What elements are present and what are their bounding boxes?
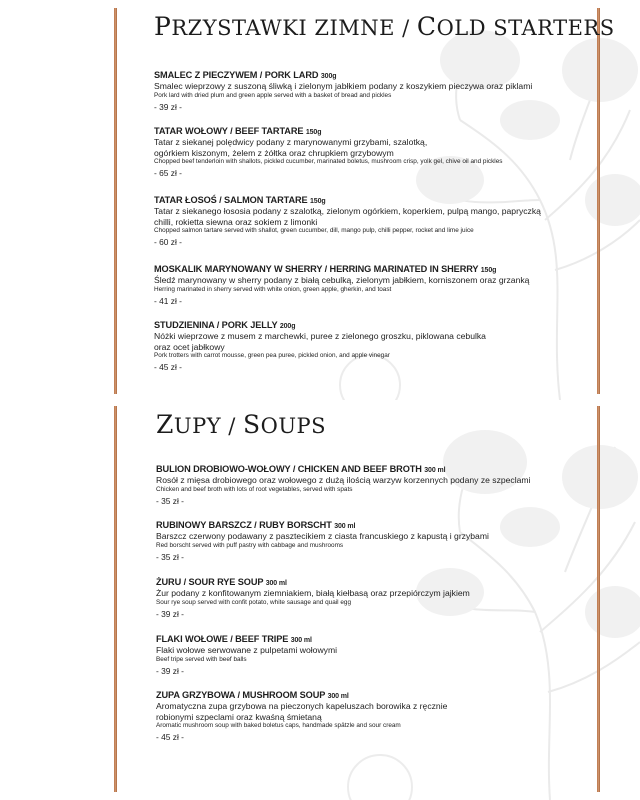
dish-description-pl: Śledź marynowany w sherry podany z białą cebulką, zielonym jabłkiem, korniszonem oraz grzanką [154, 275, 530, 285]
dish-description-en: Pork lard with dried plum and green apple served with a basket of bread and pickles [154, 91, 392, 99]
dish-item [156, 577, 596, 619]
dish-price: - 60 zł - [154, 237, 182, 247]
dish-description-pl: Żur podany z konfitowanym ziemniakiem, białą kiełbasą oraz przepiórczym jajkiem [156, 588, 470, 598]
dish-price: - 45 zł - [156, 732, 184, 742]
section-title-soups: ZUPY / SOUPS [156, 410, 327, 439]
dish-item [156, 690, 476, 742]
dish-item [154, 195, 544, 247]
dish-price: - 65 zł - [154, 168, 182, 178]
dish-name: RUBINOWY BARSZCZ / RUBY BORSCHT 300 ml [156, 520, 356, 530]
dish-item [154, 126, 503, 178]
dish-item [156, 464, 596, 506]
dish-description-en: Beef tripe served with beef balls [156, 655, 247, 663]
dish-item [154, 70, 594, 112]
dish-price: - 45 zł - [154, 362, 182, 372]
dish-name: TATAR WOŁOWY / BEEF TARTARE 150g [154, 126, 322, 136]
dish-name: MOSKALIK MARYNOWANY W SHERRY / HERRING MARINATED IN SHERRY 150g [154, 264, 497, 274]
dish-description-pl: Rosół z mięsa drobiowego oraz wołowego z dużą ilością warzyw korzennych podany ze szpeclami [156, 475, 531, 485]
dish-name: TATAR ŁOSOŚ / SALMON TARTARE 150g [154, 195, 326, 205]
dish-price: - 41 zł - [154, 295, 182, 306]
dish-price: - 39 zł - [156, 665, 184, 676]
dish-name: FLAKI WOŁOWE / BEEF TRIPE 300 ml [156, 634, 312, 644]
dish-price: - 39 zł - [156, 608, 184, 619]
dish-description-pl: Barszcz czerwony podawany z pasztecikiem z ciasta francuskiego z kapustą i grzybami [156, 531, 489, 541]
dish-description-en: Red borscht served with puff pastry with cabbage and mushrooms [156, 541, 344, 549]
dish-description-pl: Smalec wieprzowy z suszoną śliwką i zielonym jabłkiem podany z koszykiem pieczywa oraz piklami [154, 81, 533, 91]
dish-price: - 35 zł - [156, 495, 184, 506]
section-title-cold-starters: PRZYSTAWKI ZIMNE / COLD STARTERS [154, 12, 615, 41]
dish-description-pl: Tatar z siekanej polędwicy podany z marynowanymi grzybami, szalotką, ogórkiem kiszonym, żelem z żółtka oraz chrupkiem grzybowym [154, 137, 428, 158]
dish-description-en: Chicken and beef broth with lots of root vegetables, served with spats [156, 485, 353, 493]
dish-price: - 39 zł - [154, 101, 182, 112]
dish-description-en: Pork trotters with carrot mousse, green pea puree, pickled onion, and apple vinegar [154, 352, 390, 359]
dish-name: BULION DROBIOWO-WOŁOWY / CHICKEN AND BEEF BROTH 300 ml [156, 464, 446, 474]
menu-page-soups [0, 402, 640, 800]
dish-price: - 35 zł - [156, 551, 184, 562]
right-copper-border [597, 406, 600, 792]
dish-name: STUDZIENINA / PORK JELLY 200g [154, 320, 296, 330]
dish-description-en: Sour rye soup served with confit potato, white sausage and quail egg [156, 598, 352, 606]
dish-item [154, 320, 494, 372]
dish-item [154, 264, 594, 306]
dish-description-pl: Tatar z siekanego łososia podany z szalotką, zielonym ogórkiem, koperkiem, pulpą mango, papryczką chilli, rokietta siewna oraz sokiem z limonki [154, 206, 541, 227]
dish-description-en: Chopped beef tenderloin with shallots, pickled cucumber, marinated boletus, mushroom crisp, yolk gel, chive oil and pickles [154, 158, 503, 165]
dish-description-en: Herring marinated in sherry served with white onion, green apple, gherkin, and toast [154, 285, 392, 293]
dish-name: SMALEC Z PIECZYWEM / PORK LARD 300g [154, 70, 337, 80]
dish-description-en: Aromatic mushroom soup with baked boletus caps, handmade spätzle and sour cream [156, 722, 401, 729]
dish-description-pl: Aromatyczna zupa grzybowa na pieczonych kapeluszach borowika z ręcznie robionymi szpeclami oraz kwaśną śmietaną [156, 701, 448, 722]
dish-name: ZUPA GRZYBOWA / MUSHROOM SOUP 300 ml [156, 690, 349, 700]
dish-item [156, 634, 596, 676]
dish-name: ŻURU / SOUR RYE SOUP 300 ml [156, 577, 287, 587]
dish-item [156, 520, 596, 562]
dish-description-pl: Flaki wołowe serwowane z pulpetami wołowymi [156, 645, 338, 655]
right-copper-border [597, 8, 600, 394]
left-copper-border [114, 8, 117, 394]
left-copper-border [114, 406, 117, 792]
dish-description-pl: Nóżki wieprzowe z musem z marchewki, puree z zielonego groszku, piklowana cebulka oraz ocet jabłkowy [154, 331, 486, 352]
dish-description-en: Chopped salmon tartare served with shallot, green cucumber, dill, mango pulp, chilli pepper, rocket and lime juice [154, 227, 474, 234]
